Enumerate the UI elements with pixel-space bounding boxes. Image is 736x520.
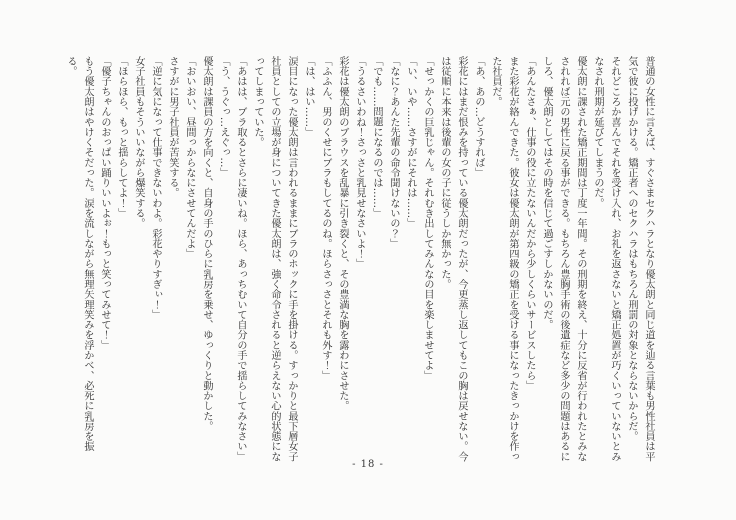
paragraph: 彩花にはまだ恨みを持っている優太朗だったが、今更蒸し返してもこの胸は戻せない。今は従順に本来は後輩の女の子に従うしか無かった。 — [439, 56, 467, 462]
paragraph: 普通の女性に言えば、すぐさまセクハラとなり優太朗と同じ道を辿る言葉も男性社員は平気で彼に投げかける。矯正者へのセクハラはもちろん刑罰の対象とならないからだ。 — [626, 56, 654, 462]
paragraph: それどころか喜んでそれを受け入れ、お礼を返さないと矯正処置が巧くいっていないとみなされ刑期が延びてしまうのだ。 — [592, 56, 620, 462]
paragraph: また彩花が絡んできた。彼女は優太朗が第四級の矯正を受ける事になったきっかけを作った社員だ。 — [490, 56, 518, 462]
paragraph: 「逆に気になって仕事できないわよ。彩花やりすぎぃ！」 — [150, 56, 161, 320]
paragraph: 「あはは、ブラ取るとさらに凄いね。ほら、あっちむいて自分の手で揺らしてみなさい」 — [235, 56, 246, 462]
paragraph: 優太朗に課された矯正期間は丁度一年間。その刑期を終え、十分に反省が行われたとみなされれば元の男性に戻る事ができる。もちろん豊胸手術の後遺症など多少の問題はあるにしろ、優太朗としてはその時を信じて過ごすしかないのだ。 — [541, 56, 586, 462]
paragraph: 「でも……問題になるのでは……」 — [371, 56, 382, 219]
paragraph: 「せっかくの巨乳じゃん。それむき出してみんなの目を楽しませてよ」 — [422, 56, 433, 381]
paragraph: 優太朗は課員の方を向くと、自身の手のひらに乳房を乗せ、ゆっくりと動かした。 — [201, 56, 212, 432]
paragraph: 彩花は優太朗のブラウスを乱暴に引き裂くと、その豊満な胸を露わにさせた。 — [337, 56, 348, 411]
text-body — [62, 56, 657, 466]
paragraph: 「優子ちゃんのおっぱい踊りいいよぉ！もっと笑ってみせて！」 — [99, 56, 110, 351]
paragraph: 「は、はい……」 — [303, 56, 314, 138]
paragraph: 「い、いや……さすがにそれは……」 — [405, 56, 416, 229]
paragraph: 「あんたさぁ、仕事の役に立たないんだから少しくらいサービスしたら」 — [524, 56, 535, 391]
paragraph: 女子社員もそういいながら爆笑する。 — [133, 56, 144, 229]
paragraph: 「おいおい、昼間っからなにさせてんだよ」 — [184, 56, 195, 259]
paragraph: 「うるさいわね！さっさと乳見せなさいよ！」 — [354, 56, 365, 269]
paragraph: もう優太朗はやけくそだった。涙を流しながら無理矢理笑みを浮かべ、必死に乳房を振る。 — [65, 56, 93, 452]
paragraph: 「ふふん、男のくせにブラもしてるのね。ほらさっさとそれも外す！」 — [320, 56, 331, 381]
page-number: - 18 - — [352, 459, 384, 470]
paragraph: 「あ、あの…どうすれば」 — [473, 56, 484, 178]
paragraph: 涙目になった優太朗は言われるままにブラのホックに手を掛ける。すっかりと最下層女子社員としての立場が身についてきた優太朗は、強く命令されると逆らえない心的状態になってしまっていた。 — [252, 56, 297, 462]
paragraph: さすがに男子社員が苦笑する。 — [167, 56, 178, 198]
paragraph: 「ほらほら、もっと揺らしてよ！」 — [116, 56, 127, 219]
paragraph: 「う、うぐっ…えぐっ…」 — [218, 56, 229, 178]
paragraph: 「なに？あんた先輩の命令聞けないの？」 — [388, 56, 399, 249]
